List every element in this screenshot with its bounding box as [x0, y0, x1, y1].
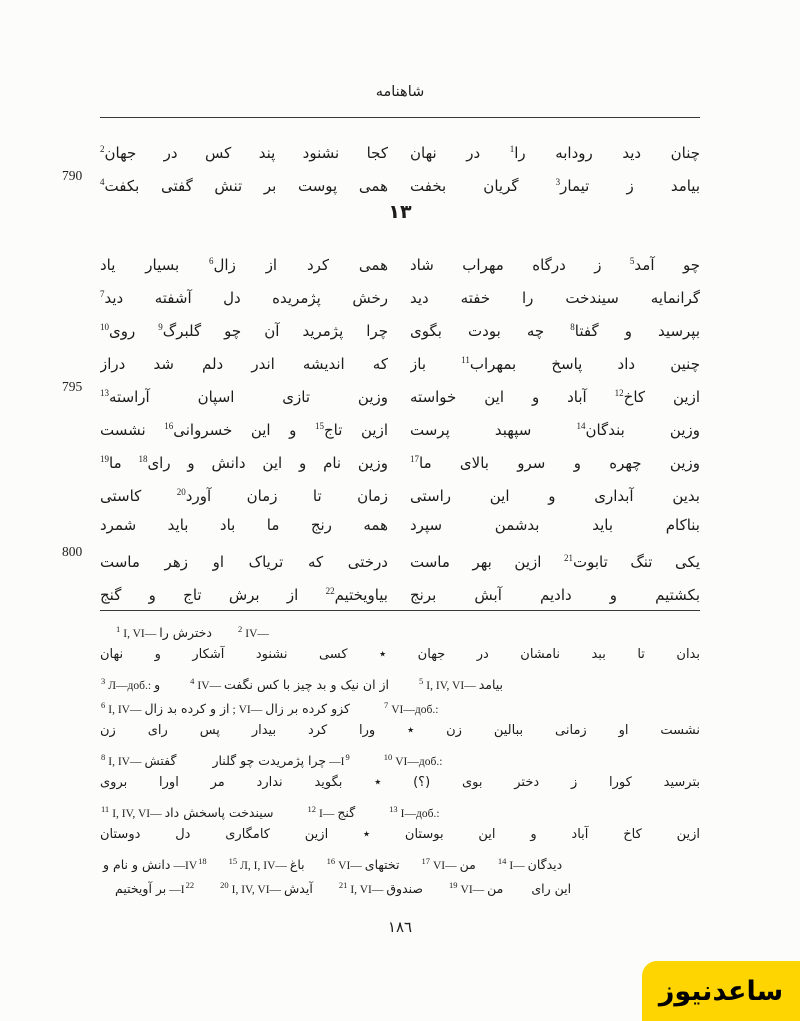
hemistich-left: همی پوست بر تنش گفتی بکفت$^4$ [100, 177, 388, 195]
verse-line [100, 278, 700, 311]
hemistich-right: وزین بندگان$^{14}$ سپهبد پرست [410, 421, 700, 439]
variant-reading: بر آویختیم [115, 881, 167, 897]
variant-reading: من [459, 857, 476, 873]
verse-line [62, 542, 700, 575]
verse-footnote-marker: 1 [509, 144, 515, 154]
footnote-number: 15 [228, 856, 238, 866]
verse-footnote-marker: 14 [576, 421, 586, 431]
verse-footnote-marker: 12 [614, 388, 624, 398]
manuscript-sigla: I— [319, 808, 335, 821]
variant-reading: چرا پژمریدت چو گلنار [212, 753, 327, 769]
hemistich-left: وزین تازی اسپان آراسته$^{13}$ [100, 388, 388, 406]
verse-line [100, 133, 700, 166]
hemistich-left: همی کرد از زال$^6$ بسیار یاد [100, 256, 388, 274]
footnote-verse-line: بترسید کورا ز دختر بوی (؟) ٭ بگوید ندارد مر اورا بروی [100, 775, 700, 790]
hemistich-right: گرانمایه سیندخت را خفته دید [410, 289, 700, 307]
manuscript-sigla: —I [329, 756, 345, 769]
footnote-divider [100, 610, 700, 611]
manuscript-sigla: Л, I, IV— [240, 860, 287, 873]
variant-reading: این رای [531, 881, 572, 897]
verse-footnote-marker: 5 [629, 256, 635, 266]
manuscript-sigla: I, IV— [108, 756, 142, 769]
variant-reading: از ان نیک و بد چیز با کس نگفت [224, 677, 390, 693]
footnote-number: 14 [497, 856, 507, 866]
verse-line [100, 575, 700, 608]
verse-footnote-marker: 13 [100, 388, 109, 398]
footnote-number: 12 [307, 804, 317, 814]
hemistich-right: بناکام باید بدشمن سپرد [410, 516, 700, 534]
variant-reading: دیدگان [527, 857, 563, 873]
manuscript-sigla: Л—доб.: [108, 680, 152, 693]
manuscript-sigla: I, VI— [350, 884, 384, 897]
variant-reading: سیندخت پاسخش داد [164, 805, 274, 821]
verse-line [100, 410, 700, 443]
verse-line [100, 476, 700, 509]
variant-reading: از و کرده بد زال [144, 701, 230, 717]
footnote-number: 19 [449, 880, 458, 890]
hemistich-left: وزین نام و این دانش و رای$^{18}$ ما$^{19}$ [100, 454, 388, 472]
footnote-verse-line: نشست او زمانی ببالین زن ٭ ورا کرد بیدار پس رای زن [100, 723, 700, 738]
footnote-verse-line: ازین کاخ آباد و این بوستان ٭ ازین کامگاری دل دوستان [100, 827, 700, 842]
verse-footnote-marker: 10 [100, 322, 109, 332]
footnote-number: 5 [419, 676, 424, 686]
footnote-number: 9 [345, 752, 350, 762]
verse-footnote-marker: 15 [315, 421, 324, 431]
verse-line [100, 311, 700, 344]
verse-footnote-marker: 16 [164, 421, 174, 431]
verse-footnote-marker: 2 [100, 144, 105, 154]
hemistich-right: چو آمد$^5$ ز درگاه مهراب شاد [410, 256, 700, 274]
hemistich-left: رخش پژمریده دل آشفته دید$^7$ [100, 289, 388, 307]
footnote-apparatus-line [100, 617, 700, 641]
footnote-number: 8 [101, 752, 106, 762]
hemistich-right: بیامد ز تیمار$^3$ گریان بخفت [410, 177, 700, 195]
hemistich-right: چنان دید رودابه را$^1$ در نهان [410, 144, 700, 162]
manuscript-sigla: —IV [173, 860, 198, 873]
footnote-number: 17 [421, 856, 430, 866]
variant-reading: دانش و نام و [103, 857, 171, 873]
manuscript-sigla: ; VI— [232, 704, 263, 717]
verse-block-top [62, 133, 700, 199]
hemistich-left: ازین تاج$^{15}$ و این خسروانی$^{16}$ نشست [100, 421, 388, 439]
verse-footnote-marker: 19 [100, 454, 109, 464]
footnote-apparatus-line [100, 797, 700, 821]
watermark-label: ساعدنیوز [658, 975, 784, 1007]
manuscript-sigla: —I [169, 884, 185, 897]
footnote-number: 7 [383, 700, 389, 710]
section-number: ۱۳ [388, 201, 412, 223]
hemistich-left: همه رنج ما باد باید شمرد [100, 516, 388, 534]
verse-footnote-marker: 11 [461, 355, 470, 365]
footnote-apparatus-line [100, 873, 700, 897]
verse-line [100, 509, 700, 542]
variant-reading: دخترش را [159, 625, 212, 641]
variant-reading: آیدش [284, 881, 313, 897]
footnote-number: 13 [389, 804, 398, 814]
verse-number: 795 [62, 379, 83, 394]
footnote-apparatus-line [100, 669, 700, 693]
verse-footnote-marker: 3 [555, 177, 561, 187]
hemistich-right: چنین داد پاسخ بمهراب$^{11}$ باز [410, 355, 700, 373]
hemistich-right: یکی تنگ تابوت$^{21}$ ازین بهر ماست [410, 553, 700, 571]
variant-reading: گنج [337, 805, 356, 821]
variant-reading: صندوق [386, 881, 424, 897]
manuscript-sigla: I, IV, VI— [112, 808, 162, 821]
footnote-apparatus-line [100, 849, 700, 873]
hemistich-left: درختی که تریاک او زهر ماست [100, 553, 388, 571]
footnote-number: 6 [101, 700, 106, 710]
footnote-number: 21 [338, 880, 348, 890]
verse-footnote-marker: 20 [176, 487, 186, 497]
verse-line [100, 443, 700, 476]
variant-reading: کزو کرده بر زال [265, 701, 350, 717]
variant-reading: تختهای [364, 857, 400, 873]
manuscript-sigla: VI— [460, 884, 485, 897]
verse-footnote-marker: 4 [100, 177, 105, 187]
variant-reading: گفتش [144, 753, 177, 769]
verse-block-main [62, 245, 700, 608]
verse-footnote-marker: 7 [100, 289, 105, 299]
manuscript-sigla: I, VI— [123, 628, 157, 641]
page-number: ١٨٦ [387, 918, 413, 936]
hemistich-left: چرا پژمرید آن چو گلبرگ$^9$ روی$^{10}$ [100, 322, 388, 340]
manuscript-sigla: I, IV, VI— [231, 884, 282, 897]
verse-footnote-marker: 18 [138, 454, 148, 464]
footnote-apparatus-line [100, 745, 700, 769]
manuscript-sigla: I, IV, VI— [426, 680, 476, 693]
footnote-apparatus-line [100, 693, 700, 717]
header-divider [100, 117, 700, 118]
verse-line [100, 245, 700, 278]
verse-footnote-marker: 6 [209, 256, 214, 266]
verse-number: 800 [62, 544, 83, 559]
manuscript-sigla: I— [509, 860, 525, 873]
hemistich-left: زمان تا زمان آورد$^{20}$ کاستی [100, 487, 388, 505]
footnote-verse-line: بدان تا ببد نامشان در جهان ٭ کسی نشنود آشکار و نهان [100, 647, 700, 662]
verse-footnote-marker: 8 [570, 322, 575, 332]
hemistich-left: بیاویختیم$^{22}$ از برش تاج و گنج [100, 586, 388, 604]
hemistich-right: بدین آبداری و این راستی [410, 487, 700, 505]
footnote-number: 1 [116, 624, 121, 634]
hemistich-left: که اندیشه اندر دلم شد دراز [100, 355, 388, 373]
manuscript-sigla: I, IV— [108, 704, 142, 717]
verse-line [100, 344, 700, 377]
manuscript-sigla: I—доб.: [400, 808, 440, 821]
footnote-number: 22 [185, 880, 195, 890]
manuscript-sigla: IV— [197, 680, 222, 693]
manuscript-sigla: VI—доб.: [391, 704, 439, 717]
verse-line [62, 377, 700, 410]
verse-footnote-marker: 21 [563, 553, 573, 563]
footnote-number: 2 [237, 624, 243, 634]
footnote-number: 11 [101, 804, 110, 814]
variant-reading: من [487, 881, 504, 897]
variant-reading: و [154, 677, 161, 693]
variant-reading: باغ [289, 857, 305, 873]
footnote-number: 4 [190, 676, 195, 686]
footnote-number: 3 [101, 676, 106, 686]
hemistich-left: کجا نشنود پند کس در جهان$^2$ [100, 144, 388, 162]
footnote-number: 16 [326, 856, 336, 866]
manuscript-sigla: IV— [245, 628, 269, 641]
verse-line [62, 166, 700, 199]
footnote-number: 20 [220, 880, 229, 890]
manuscript-sigla: VI— [432, 860, 457, 873]
manuscript-sigla: VI— [338, 860, 362, 873]
hemistich-right: وزین چهره و سرو بالای ما$^{17}$ [410, 454, 700, 472]
page-title: شاهنامه [375, 84, 425, 100]
verse-footnote-marker: 9 [158, 322, 163, 332]
verse-footnote-marker: 22 [325, 586, 335, 596]
manuscript-sigla: VI—доб.: [395, 756, 443, 769]
watermark-badge [642, 961, 800, 1021]
variant-reading: بیامد [478, 677, 504, 693]
footnote-number: 18 [198, 856, 207, 866]
hemistich-right: بپرسید و گفتا$^8$ چه بودت بگوی [410, 322, 700, 340]
verse-footnote-marker: 17 [410, 454, 419, 464]
footnote-block [100, 617, 700, 897]
hemistich-right: بکشتیم و دادیم آبش برنج [410, 586, 700, 604]
verse-number: 790 [62, 168, 83, 183]
hemistich-right: ازین کاخ$^{12}$ آباد و این خواسته [410, 388, 700, 406]
footnote-number: 10 [383, 752, 393, 762]
